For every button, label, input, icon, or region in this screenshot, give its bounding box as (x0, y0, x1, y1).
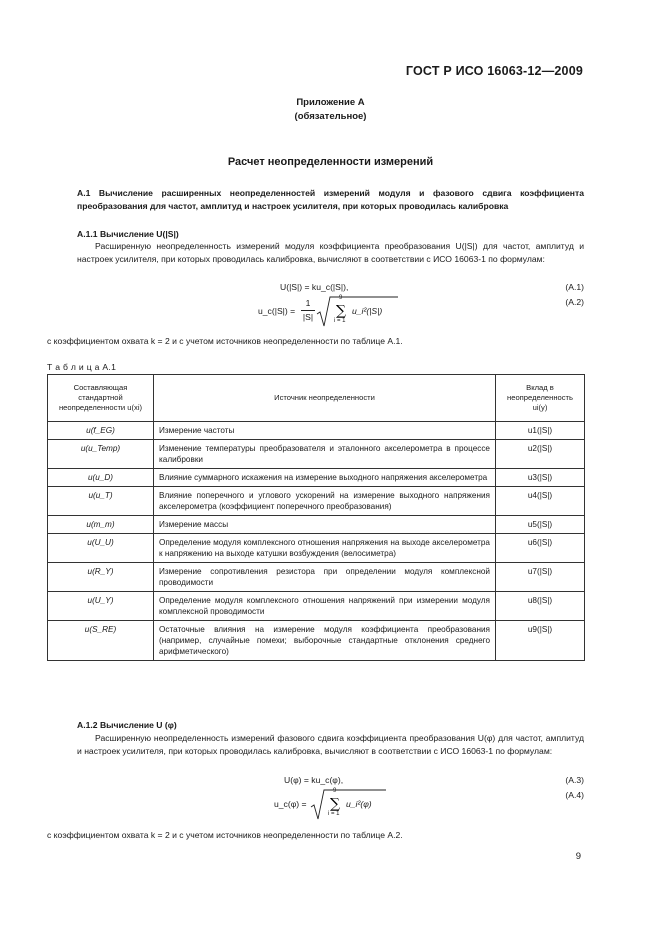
formula-a2-denominator: |S| (302, 312, 314, 322)
cell-source: Остаточные влияния на измерение модуля коэффициента преобразования (например, случайные помехи; выборочные стандартные отклонения среднего арифметического) (154, 621, 496, 661)
sum-sign-icon: ∑ (336, 303, 346, 319)
cell-contribution: u1(|S|) (496, 422, 585, 440)
section-a12-after: с коэффициентом охвата k = 2 и с учетом источников неопределенности по таблице А.2. (47, 830, 403, 840)
formula-a2-left: u_c(|S|) = (258, 306, 296, 316)
section-a11-title: Вычисление U(|S|) (99, 229, 179, 239)
section-a12-text: Расширенную неопределенность измерений фазового сдвига коэффициента преобразования U(φ) для частот, амплитуд и настроек усилителя, при которых проводилась калибровка, вычисляют в соответствии с ИСО 16063-1 по формулам: (77, 733, 584, 756)
cell-source: Измерение частоты (154, 422, 496, 440)
formula-a2-term: u_i²(|S|) (352, 306, 383, 316)
cell-contribution: u5(|S|) (496, 516, 585, 534)
cell-component: u(U_U) (48, 534, 154, 563)
cell-source: Определение модуля комплексного отношения напряжений при измерении модуля комплексной проводимости (154, 592, 496, 621)
table-row (48, 469, 585, 487)
sum-sign-icon: ∑ (330, 796, 340, 812)
cell-component: u(R_Y) (48, 563, 154, 592)
table-row (48, 516, 585, 534)
page-number: 9 (575, 851, 581, 862)
cell-contribution: u2(|S|) (496, 440, 585, 469)
formula-a4-term: u_i²(φ) (346, 799, 372, 809)
cell-component: u(m_m) (48, 516, 154, 534)
cell-contribution: u6(|S|) (496, 534, 585, 563)
section-a12-heading (77, 719, 177, 732)
header-component: Составляющая стандартной неопределенности u(xi) (48, 375, 154, 422)
section-a1-heading: А.1 Вычисление расширенных неопределенностей измерений модуля и фазового сдвига коэффициента преобразования для частот, амплитуд и настроек усилителя, при которых проводилась калибровка (77, 188, 584, 211)
cell-component: u(U_Y) (48, 592, 154, 621)
table-row (48, 487, 585, 516)
document-code: ГОСТ Р ИСО 16063-12—2009 (405, 64, 583, 78)
cell-component: u(u_T) (48, 487, 154, 516)
table-row (48, 440, 585, 469)
table-row (48, 422, 585, 440)
cell-contribution: u3(|S|) (496, 469, 585, 487)
formula-a4-left: u_c(φ) = (274, 799, 307, 809)
equation-number-a1: (А.1) (565, 282, 584, 292)
table-row (48, 621, 585, 661)
equation-number-a2: (А.2) (565, 297, 584, 307)
section-a11-text: Расширенную неопределенность измерений модуля коэффициента преобразования U(|S|) для частот, амплитуд и настроек усилителя, при которых проводилась калибровка, вычисляют в соответствии с ИСО 16063-1 по формулам: (77, 241, 584, 264)
section-a12-title: Вычисление U (φ) (99, 720, 177, 730)
cell-contribution: u9(|S|) (496, 621, 585, 661)
formula-a4-sum-top: 9 (333, 788, 337, 794)
cell-component: u(u_D) (48, 469, 154, 487)
equation-number-a4: (А.4) (565, 790, 584, 800)
cell-contribution: u8(|S|) (496, 592, 585, 621)
formula-a2-sum-bottom: i = 1 (334, 318, 346, 324)
appendix-title: Приложение А (296, 97, 365, 108)
formula-a2-numerator: 1 (305, 298, 311, 308)
formula-a2-sum-top: 9 (339, 295, 343, 301)
section-a11-number: А.1.1 (77, 229, 98, 239)
header-contribution: Вклад в неопределенность ui(y) (496, 375, 585, 422)
cell-source: Измерение сопротивления резистора при определении модуля комплексной проводимости (154, 563, 496, 592)
equation-number-a3: (А.3) (565, 775, 584, 785)
table-caption: Т а б л и ц а А.1 (47, 362, 117, 372)
table-row (48, 534, 585, 563)
section-a12-number: А.1.2 (77, 720, 98, 730)
main-title: Расчет неопределенности измерений (227, 156, 434, 168)
section-a11-heading (77, 228, 179, 241)
cell-source: Измерение массы (154, 516, 496, 534)
formula-a2 (258, 296, 398, 330)
table-row (48, 592, 585, 621)
cell-component: u(u_Temp) (48, 440, 154, 469)
appendix-label (0, 96, 661, 124)
cell-component: u(S_RE) (48, 621, 154, 661)
formula-a4 (274, 789, 394, 823)
cell-component: u(f_EG) (48, 422, 154, 440)
formula-a4-sum-bottom: i = 1 (328, 811, 340, 817)
header-source: Источник неопределенности (154, 375, 496, 422)
appendix-subtitle: (обязательное) (294, 111, 367, 122)
table-header-row (48, 375, 585, 422)
cell-contribution: u4(|S|) (496, 487, 585, 516)
cell-source: Влияние поперечного и углового ускорений на измерение выходного напряжения акселерометра (коэффициент поперечного преобразования) (154, 487, 496, 516)
cell-source: Влияние суммарного искажения на измерение выходного напряжения акселерометра (154, 469, 496, 487)
fraction-bar (301, 310, 315, 311)
cell-source: Определение модуля комплексного отношения напряжения на выходе акселерометра к напряжению на выходе катушки возбуждения (велосиметра) (154, 534, 496, 563)
uncertainty-table (47, 374, 585, 661)
section-a11-after: с коэффициентом охвата k = 2 и с учетом источников неопределенности по таблице А.1. (47, 336, 403, 346)
formula-a3: U(φ) = ku_c(φ), (284, 775, 344, 785)
cell-source: Изменение температуры преобразователя и эталонного акселерометра в процессе калибровки (154, 440, 496, 469)
formula-a1: U(|S|) = ku_c(|S|), (280, 282, 349, 292)
cell-contribution: u7(|S|) (496, 563, 585, 592)
table-row (48, 563, 585, 592)
